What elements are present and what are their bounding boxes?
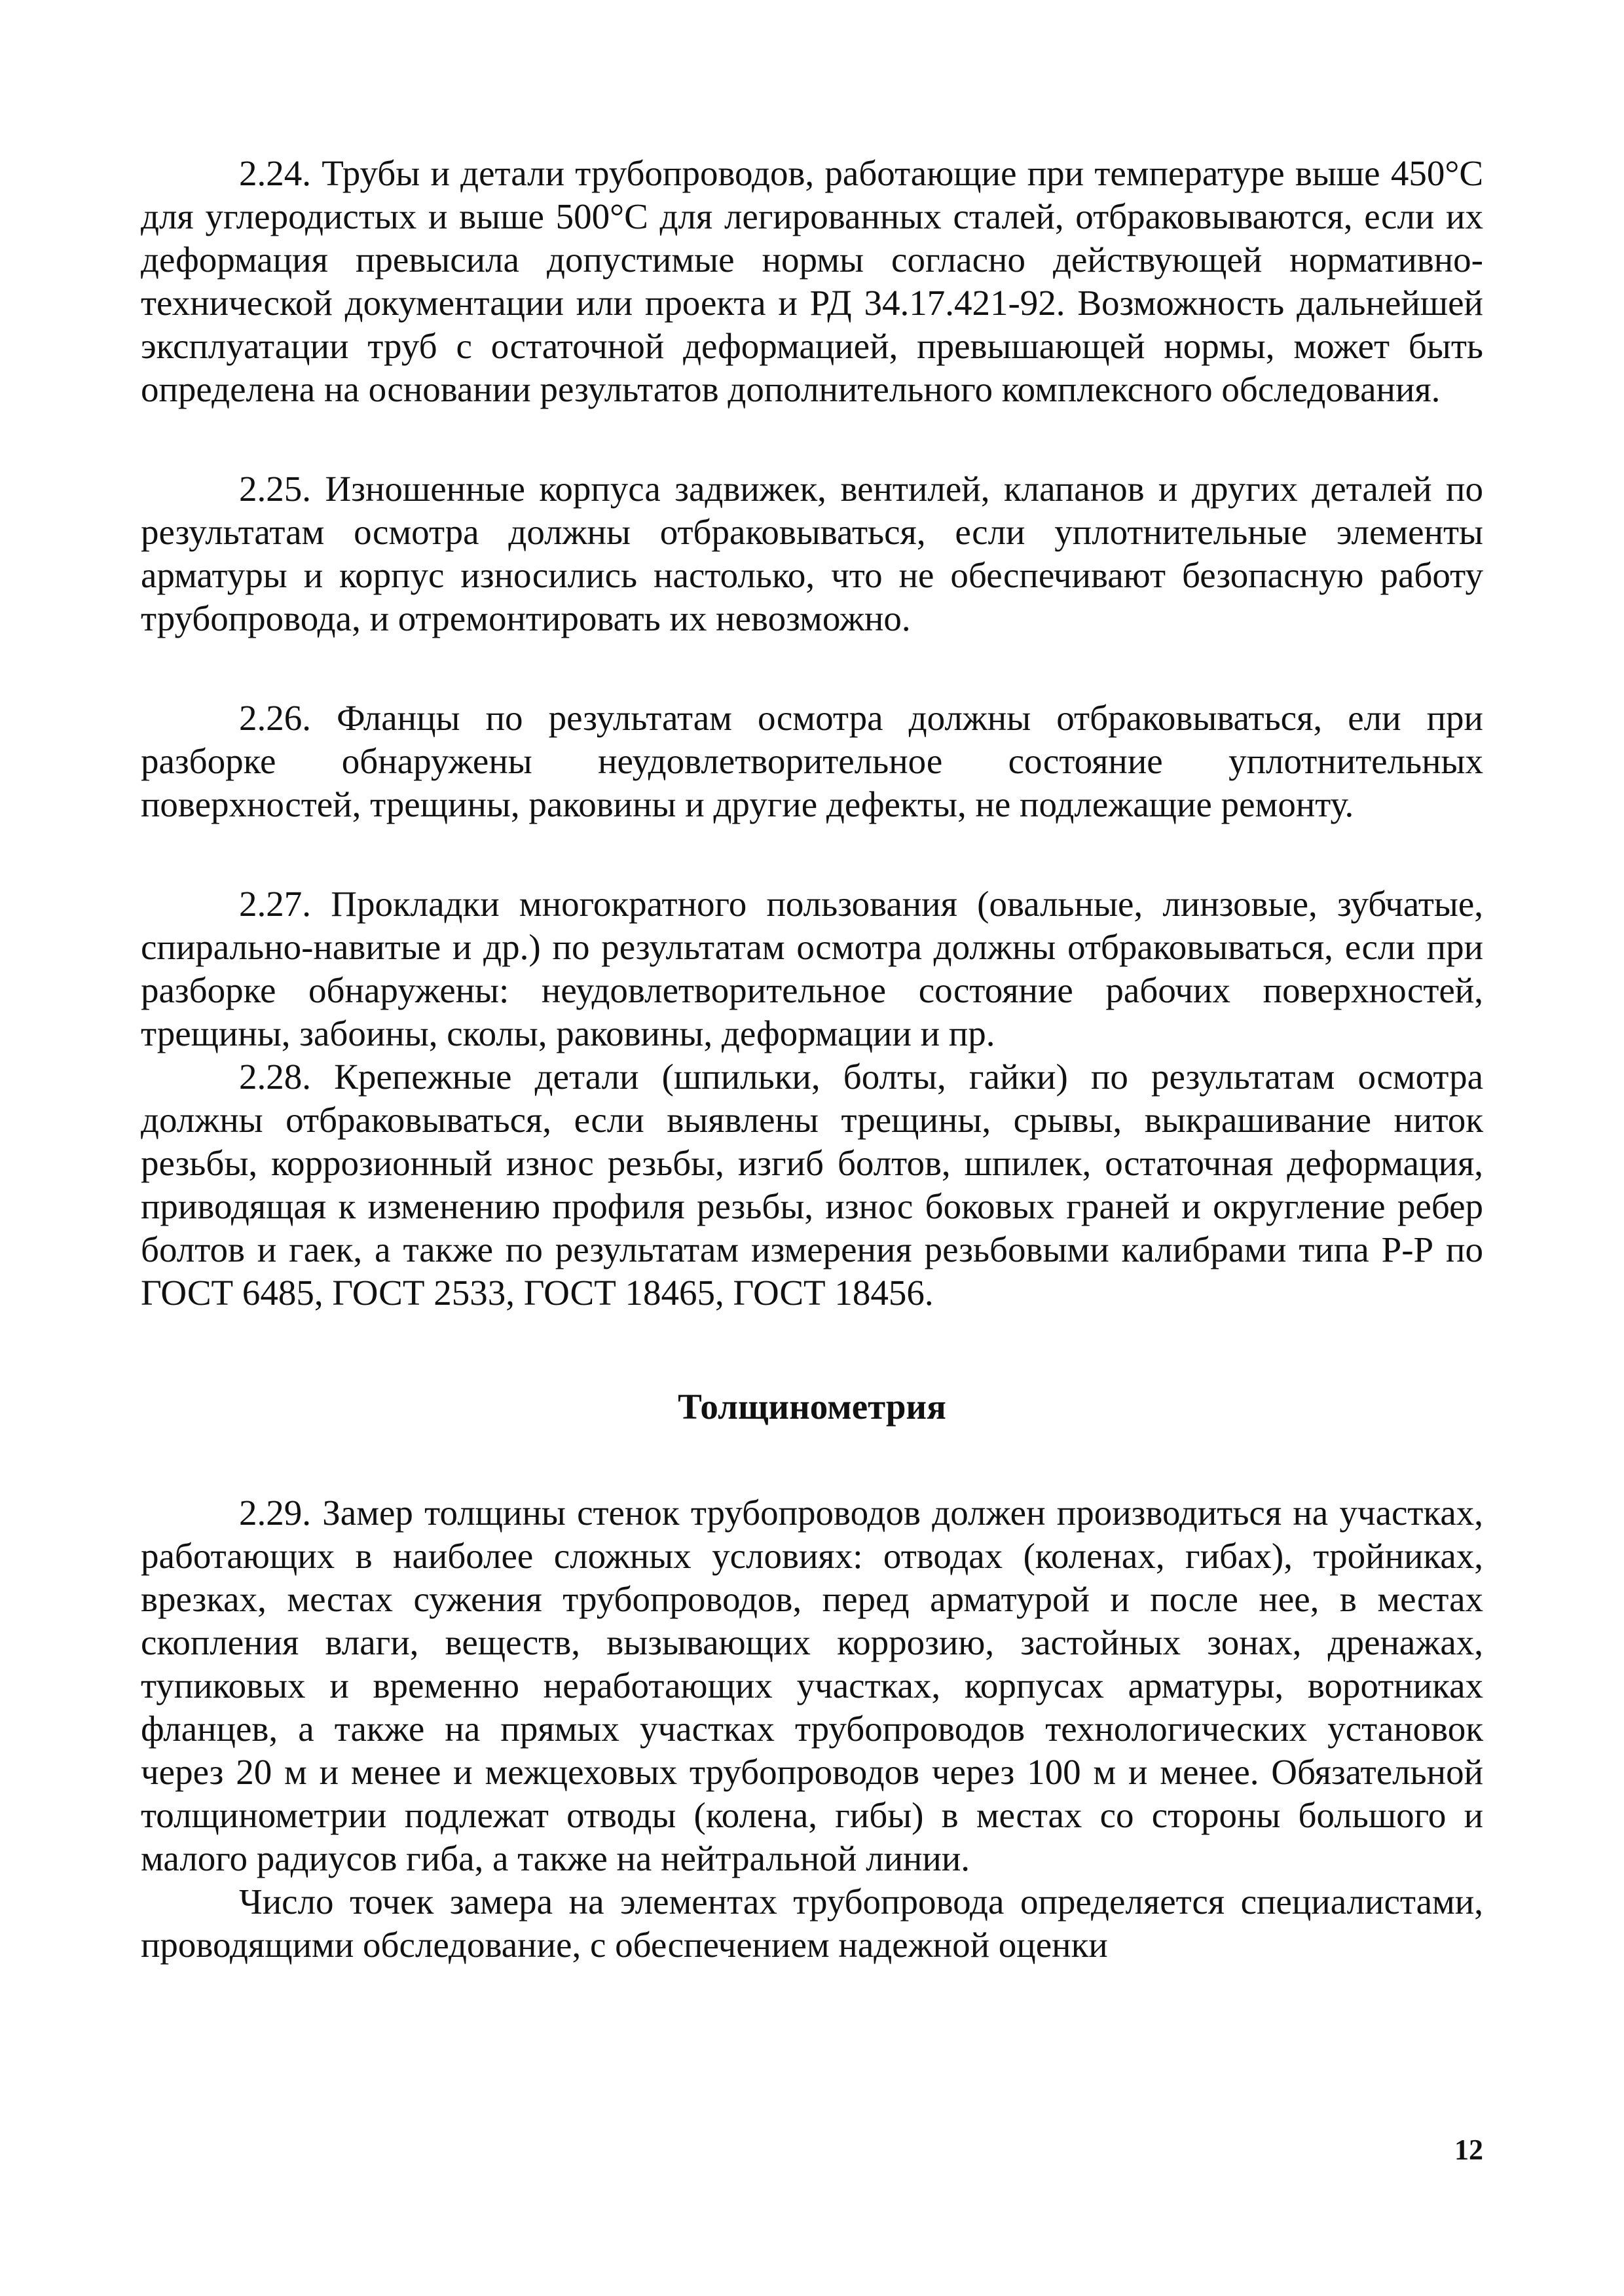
paragraph-2-29: 2.29. Замер толщины стенок трубопроводов должен производиться на участках, работающих в наиболее сложных условиях: отводах (коленах, гибах), тройниках, врезках, местах сужения трубопроводов, перед арматурой и после нее, в местах скопления влаги, веществ, вызывающих коррозию, застойных зонах, дренажах, тупиковых и временно неработающих участках, корпусах арматуры, воротниках фланцев, а также на прямых участках трубопроводов технологических установок через 20 м и менее и межцеховых трубопроводов через 100 м и менее. Обязательной толщинометрии подлежат отводы (колена, гибы) в местах со стороны большого и малого радиусов гиба, а также на нейтральной линии. (141, 1493, 1483, 1878)
paragraph-2-25: 2.25. Изношенные корпуса задвижек, вентилей, клапанов и других деталей по результатам осмотра должны отбраковываться, если уплотнительные элементы арматуры и корпус износились настолько, что не обеспечивают безопасную работу трубопровода, и отремонтировать их невозможно. (141, 469, 1483, 638)
paragraph-2-24: 2.24. Трубы и детали трубопроводов, работающие при температуре выше 450°С для углеродистых и выше 500°С для легированных сталей, отбраковываются, если их деформация превысила допустимые нормы согласно действующей нормативно-технической документации или проекта и РД 34.17.421-92. Возможность дальнейшей эксплуатации труб с остаточной деформацией, превышающей нормы, может быть определена на основании результатов дополнительного комплексного обследования. (141, 153, 1483, 409)
paragraph-2-26: 2.26. Фланцы по результатам осмотра должны отбраковываться, ели при разборке обнаружены неудовлетворительное состояние уплотнительных поверхностей, трещины, раковины и другие дефекты, не подлежащие ремонту. (141, 698, 1483, 824)
page-content (141, 152, 1483, 1967)
paragraph-2-27: 2.27. Прокладки многократного пользования (овальные, линзовые, зубчатые, спирально-навитые и др.) по результатам осмотра должны отбраковываться, если при разборке обнаружены: неудовлетворительное состояние рабочих поверхностей, трещины, забоины, сколы, раковины, деформации и пр. (141, 884, 1483, 1053)
paragraph-measurement-points: Число точек замера на элементах трубопровода определяется специалистами, проводящими обследование, с обеспечением надежной оценки (141, 1882, 1483, 1965)
paragraph-2-28: 2.28. Крепежные детали (шпильки, болты, гайки) по результатам осмотра должны отбраковываться, если выявлены трещины, срывы, выкрашивание ниток резьбы, коррозионный износ резьбы, изгиб болтов, шпилек, остаточная деформация, приводящая к изменению профиля резьбы, износ боковых граней и округление ребер болтов и гаек, а также по результатам измерения резьбовыми калибрами типа Р-Р по ГОСТ 6485, ГОСТ 2533, ГОСТ 18465, ГОСТ 18456. (141, 1057, 1483, 1313)
page-number: 12 (1454, 2134, 1483, 2166)
section-heading: Толщинометрия (678, 1387, 946, 1427)
